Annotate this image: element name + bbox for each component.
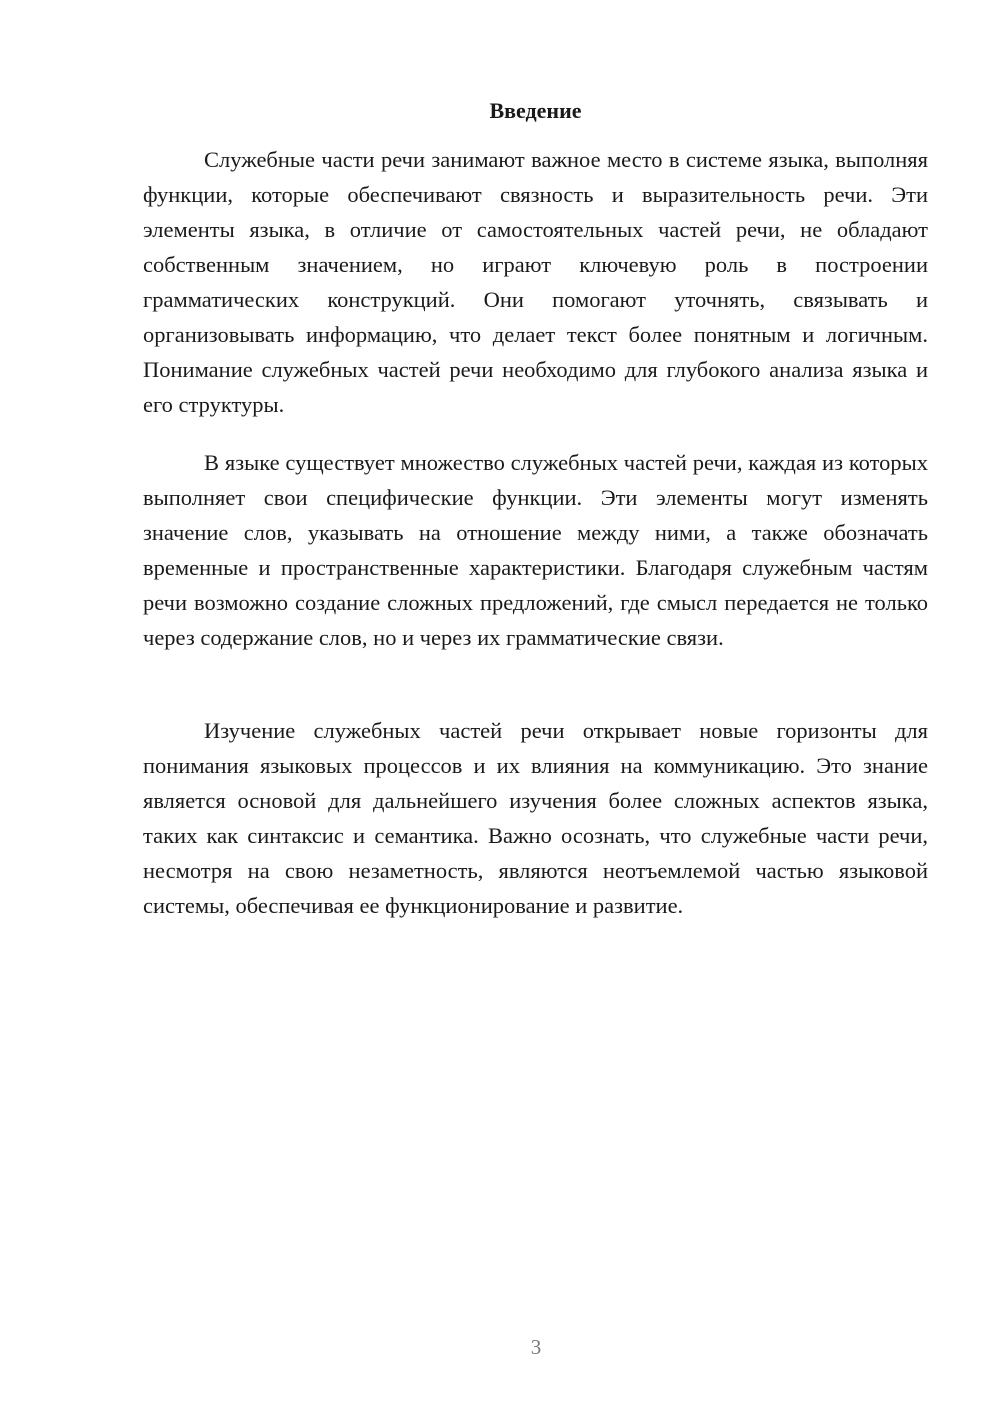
page-title: Введение bbox=[489, 98, 582, 123]
paragraph-2: В языке существует множество служебных частей речи, каждая из которых выполняет свои специфические функции. Эти элементы могут изменять значение слов, указывать на отношение между ними, а также обозначать временные и пространственные характеристики. Благодаря служебным частям речи возможно создание сложных предложений, где смысл передается не только через содержание слов, но и через их грамматические связи. bbox=[143, 450, 928, 650]
paragraph-3: Изучение служебных частей речи открывает новые горизонты для понимания языковых процессов и их влияния на коммуникацию. Это знание является основой для дальнейшего изучения более сложных аспектов языка, таких как синтаксис и семантика. Важно осознать, что служебные части речи, несмотря на свою незаметность, являются неотъемлемой частью языковой системы, обеспечивая ее функционирование и развитие. bbox=[143, 718, 928, 918]
page-number: 3 bbox=[530, 1335, 542, 1359]
paragraph-1: Служебные части речи занимают важное место в системе языка, выполняя функции, которые обеспечивают связность и выразительность речи. Эти элементы языка, в отличие от самостоятельных частей речи, не обладают собственным значением, но играют ключевую роль в построении грамматических конструкций. Они помогают уточнять, связывать и организовывать информацию, что делает текст более понятным и логичным. Понимание служебных частей речи необходимо для глубокого анализа языка и его структуры. bbox=[143, 147, 928, 417]
